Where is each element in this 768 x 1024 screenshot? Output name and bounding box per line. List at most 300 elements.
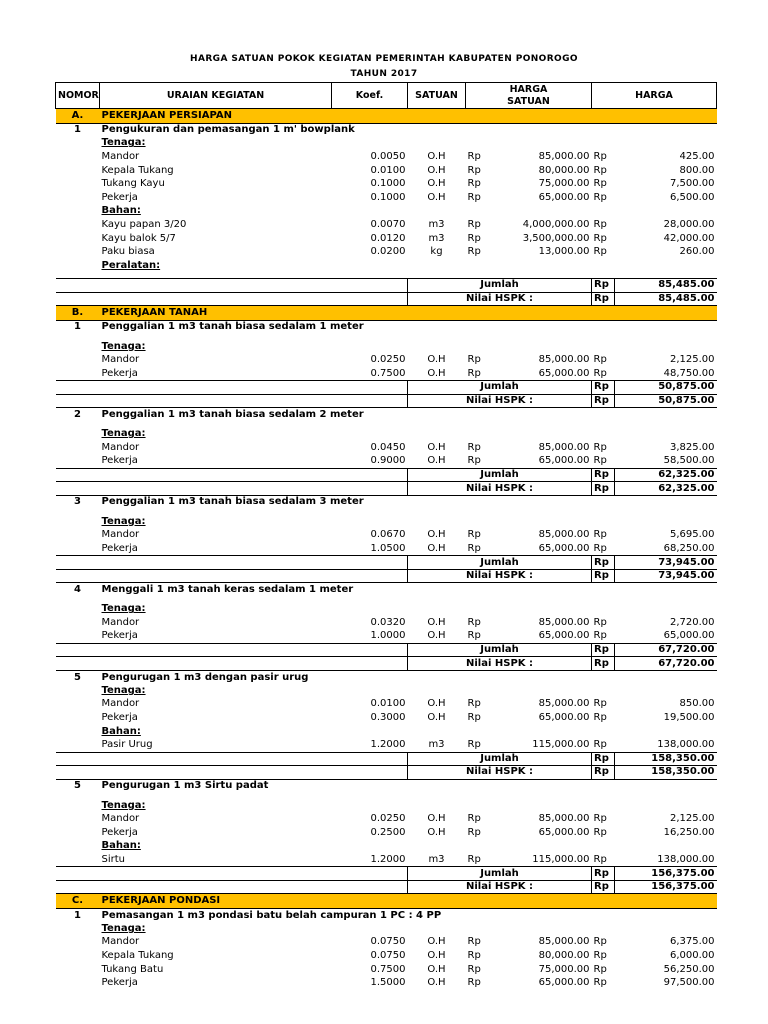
- empty-cell: [332, 259, 408, 273]
- row-harga: 425.00: [679, 150, 715, 162]
- jumlah-row: [56, 643, 717, 657]
- item-number: 3: [74, 496, 81, 508]
- header-harga-satuan-line2: SATUAN: [507, 95, 550, 107]
- item-title: Pemasangan 1 m3 pondasi batu belah campuran 1 PC : 4 PP: [101, 909, 442, 921]
- empty-cell: [332, 515, 408, 529]
- table-row: [56, 711, 717, 725]
- empty-cell: [56, 164, 100, 178]
- row-rp-label: Rp: [467, 738, 481, 750]
- empty-cell: [592, 603, 615, 617]
- row-harga: 138,000.00: [657, 738, 715, 750]
- jumlah-rp-label: Rp: [592, 381, 615, 395]
- empty-cell: [100, 569, 332, 583]
- row-harga: 42,000.00: [663, 232, 715, 244]
- row-name: Mandor: [101, 354, 140, 366]
- table-row: [56, 853, 717, 867]
- row-harga-satuan: 75,000.00: [538, 178, 590, 190]
- empty-cell: [56, 725, 100, 739]
- empty-cell: [332, 603, 408, 617]
- row-name: Pekerja: [101, 630, 138, 642]
- row-harga-satuan: 65,000.00: [538, 630, 590, 642]
- empty-cell: [408, 205, 466, 219]
- hspk-table: [55, 82, 717, 990]
- nilai-hspk-label: Nilai HSPK :: [408, 657, 592, 671]
- row-satuan: m3: [428, 853, 445, 865]
- empty-cell: [486, 515, 592, 529]
- empty-cell: [332, 922, 408, 936]
- jumlah-value: 50,875.00: [615, 381, 717, 395]
- row-name: Mandor: [101, 698, 140, 710]
- row-harga: 2,125.00: [669, 813, 715, 825]
- row-harga-satuan: 13,000.00: [538, 246, 590, 258]
- group-label-row: [56, 840, 717, 854]
- row-satuan: O.H: [427, 178, 446, 190]
- empty-cell: [592, 340, 615, 354]
- row-satuan: kg: [430, 246, 443, 258]
- row-name: Pekerja: [101, 542, 138, 554]
- empty-cell: [332, 394, 408, 408]
- table-row: [56, 218, 717, 232]
- empty-cell: [615, 725, 717, 739]
- nilai-hspk-row: [56, 394, 717, 408]
- empty-cell: [592, 515, 615, 529]
- row-harga: 6,000.00: [669, 950, 715, 962]
- header-koef: Koef.: [332, 83, 408, 109]
- row-koef: 0.0250: [370, 813, 406, 825]
- nilai-hspk-rp-label: Rp: [592, 292, 615, 306]
- nilai-hspk-rp-label: Rp: [592, 569, 615, 583]
- table-row: [56, 455, 717, 469]
- empty-cell: [486, 137, 592, 151]
- table-row: [56, 177, 717, 191]
- empty-cell: [56, 569, 100, 583]
- row-satuan: O.H: [427, 813, 446, 825]
- row-rp-label: Rp: [593, 698, 607, 710]
- row-satuan: O.H: [427, 698, 446, 710]
- row-harga-satuan: 85,000.00: [538, 616, 590, 628]
- row-name: Mandor: [101, 441, 140, 453]
- empty-cell: [408, 725, 466, 739]
- table-row: [56, 963, 717, 977]
- row-rp-label: Rp: [593, 950, 607, 962]
- empty-cell: [56, 232, 100, 246]
- row-rp-label: Rp: [593, 977, 607, 989]
- nilai-hspk-row: [56, 292, 717, 306]
- row-satuan: O.H: [427, 455, 446, 467]
- empty-cell: [56, 812, 100, 826]
- row-rp-label: Rp: [467, 246, 481, 258]
- section-code: A.: [56, 109, 100, 124]
- header-harga: HARGA: [592, 83, 717, 109]
- header-nomor: NOMOR: [56, 83, 100, 109]
- empty-cell: [615, 427, 717, 441]
- empty-cell: [592, 799, 615, 813]
- group-label-row: [56, 799, 717, 813]
- jumlah-label: Jumlah: [408, 752, 592, 766]
- empty-cell: [56, 840, 100, 854]
- row-harga: 2,720.00: [669, 616, 715, 628]
- table-row: [56, 232, 717, 246]
- table-row: [56, 630, 717, 644]
- empty-cell: [100, 643, 332, 657]
- section-title: PEKERJAAN PERSIAPAN: [100, 109, 717, 124]
- row-name: Pekerja: [101, 826, 138, 838]
- table-row: [56, 698, 717, 712]
- item-title: Penggalian 1 m3 tanah biasa sedalam 1 meter: [101, 321, 364, 333]
- empty-cell: [56, 177, 100, 191]
- row-name: Mandor: [101, 936, 140, 948]
- row-harga: 6,500.00: [669, 191, 715, 203]
- nilai-hspk-rp-label: Rp: [592, 482, 615, 496]
- empty-cell: [56, 738, 100, 752]
- group-label-row: [56, 427, 717, 441]
- row-harga-satuan: 65,000.00: [538, 826, 590, 838]
- row-harga-satuan: 85,000.00: [538, 936, 590, 948]
- row-harga: 260.00: [679, 246, 715, 258]
- nilai-hspk-label: Nilai HSPK :: [408, 394, 592, 408]
- empty-cell: [332, 381, 408, 395]
- empty-cell: [466, 137, 486, 151]
- row-harga-satuan: 115,000.00: [532, 853, 590, 865]
- empty-cell: [56, 880, 100, 894]
- empty-cell: [56, 191, 100, 205]
- empty-cell: [56, 353, 100, 367]
- row-name: Mandor: [101, 616, 140, 628]
- row-koef: 0.1000: [370, 178, 406, 190]
- row-koef: 0.0750: [370, 950, 406, 962]
- section-header-row: [56, 894, 717, 909]
- empty-cell: [56, 949, 100, 963]
- row-rp-label: Rp: [593, 354, 607, 366]
- jumlah-row: [56, 556, 717, 570]
- item-title: Penggalian 1 m3 tanah biasa sedalam 3 meter: [101, 496, 364, 508]
- empty-cell: [332, 725, 408, 739]
- row-rp-label: Rp: [467, 529, 481, 541]
- row-harga: 850.00: [679, 698, 715, 710]
- empty-cell: [408, 259, 466, 273]
- row-harga-satuan: 65,000.00: [538, 977, 590, 989]
- row-satuan: O.H: [427, 616, 446, 628]
- row-koef: 0.7500: [370, 367, 406, 379]
- empty-cell: [56, 556, 100, 570]
- group-label: Peralatan:: [101, 259, 161, 271]
- item-title: Penggalian 1 m3 tanah biasa sedalam 2 meter: [101, 408, 364, 420]
- empty-cell: [100, 556, 332, 570]
- jumlah-label: Jumlah: [408, 556, 592, 570]
- item-title-row: [56, 670, 717, 684]
- empty-cell: [408, 684, 466, 698]
- row-rp-label: Rp: [593, 246, 607, 258]
- empty-cell: [56, 468, 100, 482]
- empty-cell: [100, 468, 332, 482]
- row-koef: 0.0320: [370, 616, 406, 628]
- table-row: [56, 812, 717, 826]
- jumlah-rp-label: Rp: [592, 468, 615, 482]
- jumlah-row: [56, 279, 717, 293]
- empty-cell: [56, 292, 100, 306]
- row-koef: 0.0100: [370, 164, 406, 176]
- empty-cell: [332, 799, 408, 813]
- table-row: [56, 616, 717, 630]
- empty-cell: [332, 427, 408, 441]
- row-rp-label: Rp: [467, 853, 481, 865]
- row-rp-label: Rp: [593, 191, 607, 203]
- row-harga: 5,695.00: [669, 529, 715, 541]
- row-harga: 68,250.00: [663, 542, 715, 554]
- section-header-row: [56, 109, 717, 124]
- empty-cell: [466, 205, 486, 219]
- row-harga-satuan: 85,000.00: [538, 441, 590, 453]
- header-uraian: URAIAN KEGIATAN: [100, 83, 332, 109]
- empty-cell: [100, 752, 332, 766]
- row-rp-label: Rp: [593, 178, 607, 190]
- empty-cell: [56, 137, 100, 151]
- row-koef: 1.5000: [370, 977, 406, 989]
- row-name: Tukang Batu: [101, 963, 164, 975]
- row-rp-label: Rp: [593, 232, 607, 244]
- nilai-hspk-label: Nilai HSPK :: [408, 766, 592, 780]
- empty-cell: [592, 840, 615, 854]
- empty-cell: [56, 482, 100, 496]
- nilai-hspk-label: Nilai HSPK :: [408, 569, 592, 583]
- table-row: [56, 936, 717, 950]
- group-label: Tenaga:: [101, 137, 146, 149]
- row-rp-label: Rp: [467, 542, 481, 554]
- row-koef: 0.0750: [370, 936, 406, 948]
- row-koef: 0.3000: [370, 712, 406, 724]
- empty-cell: [332, 684, 408, 698]
- row-harga-satuan: 85,000.00: [538, 150, 590, 162]
- item-number: 2: [74, 408, 81, 420]
- row-harga-satuan: 65,000.00: [538, 367, 590, 379]
- empty-cell: [56, 381, 100, 395]
- jumlah-value: 156,375.00: [615, 867, 717, 881]
- row-rp-label: Rp: [593, 616, 607, 628]
- empty-cell: [56, 427, 100, 441]
- empty-cell: [100, 482, 332, 496]
- group-label: Bahan:: [101, 205, 141, 217]
- empty-cell: [56, 218, 100, 232]
- item-title-row: [56, 320, 717, 334]
- nilai-hspk-rp-label: Rp: [592, 657, 615, 671]
- jumlah-row: [56, 381, 717, 395]
- row-harga: 7,500.00: [669, 178, 715, 190]
- row-harga: 19,500.00: [663, 712, 715, 724]
- item-title-row: [56, 495, 717, 509]
- row-harga: 6,375.00: [669, 936, 715, 948]
- empty-cell: [615, 205, 717, 219]
- empty-cell: [466, 427, 486, 441]
- row-rp-label: Rp: [593, 826, 607, 838]
- empty-cell: [56, 752, 100, 766]
- row-name: Pasir Urug: [101, 738, 153, 750]
- row-harga: 65,000.00: [663, 630, 715, 642]
- empty-cell: [332, 340, 408, 354]
- empty-cell: [615, 799, 717, 813]
- row-rp-label: Rp: [467, 977, 481, 989]
- jumlah-row: [56, 752, 717, 766]
- row-koef: 1.0500: [370, 542, 406, 554]
- row-rp-label: Rp: [593, 936, 607, 948]
- row-harga: 28,000.00: [663, 218, 715, 230]
- row-harga: 800.00: [679, 164, 715, 176]
- table-row: [56, 164, 717, 178]
- empty-cell: [592, 427, 615, 441]
- row-name: Pekerja: [101, 712, 138, 724]
- table-row: [56, 976, 717, 990]
- table-row: [56, 949, 717, 963]
- row-koef: 0.1000: [370, 191, 406, 203]
- empty-cell: [408, 515, 466, 529]
- row-harga: 3,825.00: [669, 441, 715, 453]
- row-harga-satuan: 75,000.00: [538, 963, 590, 975]
- row-rp-label: Rp: [467, 963, 481, 975]
- row-rp-label: Rp: [593, 738, 607, 750]
- empty-cell: [466, 515, 486, 529]
- group-label: Bahan:: [101, 840, 141, 852]
- row-rp-label: Rp: [593, 441, 607, 453]
- table-header-row: [56, 83, 717, 109]
- row-rp-label: Rp: [467, 712, 481, 724]
- row-harga-satuan: 65,000.00: [538, 455, 590, 467]
- item-title: Pengukuran dan pemasangan 1 m' bowplank: [101, 124, 355, 136]
- empty-cell: [486, 725, 592, 739]
- empty-cell: [615, 603, 717, 617]
- empty-cell: [100, 867, 332, 881]
- item-number: 5: [74, 780, 81, 792]
- empty-cell: [615, 840, 717, 854]
- jumlah-rp-label: Rp: [592, 279, 615, 293]
- empty-cell: [466, 684, 486, 698]
- group-label: Tenaga:: [101, 922, 146, 934]
- empty-cell: [332, 137, 408, 151]
- table-row: [56, 826, 717, 840]
- row-rp-label: Rp: [467, 455, 481, 467]
- row-name: Pekerja: [101, 977, 138, 989]
- jumlah-label: Jumlah: [408, 643, 592, 657]
- empty-cell: [408, 922, 466, 936]
- row-rp-label: Rp: [593, 455, 607, 467]
- row-harga: 2,125.00: [669, 354, 715, 366]
- empty-cell: [486, 427, 592, 441]
- document-title: HARGA SATUAN POKOK KEGIATAN PEMERINTAH KABUPATEN PONOROGO: [190, 54, 578, 64]
- item-number: 1: [74, 321, 81, 333]
- empty-cell: [615, 137, 717, 151]
- empty-cell: [486, 259, 592, 273]
- table-row: [56, 529, 717, 543]
- nilai-hspk-label: Nilai HSPK :: [408, 880, 592, 894]
- empty-cell: [56, 616, 100, 630]
- row-harga-satuan: 65,000.00: [538, 542, 590, 554]
- empty-cell: [486, 684, 592, 698]
- empty-cell: [56, 826, 100, 840]
- row-satuan: O.H: [427, 826, 446, 838]
- row-rp-label: Rp: [467, 950, 481, 962]
- group-label-row: [56, 603, 717, 617]
- item-title: Pengurugan 1 m3 Sirtu padat: [101, 780, 269, 792]
- table-row: [56, 353, 717, 367]
- empty-cell: [56, 603, 100, 617]
- nilai-hspk-rp-label: Rp: [592, 394, 615, 408]
- empty-cell: [486, 840, 592, 854]
- empty-cell: [408, 840, 466, 854]
- empty-cell: [486, 603, 592, 617]
- empty-cell: [56, 259, 100, 273]
- empty-cell: [56, 441, 100, 455]
- group-label-row: [56, 684, 717, 698]
- row-harga-satuan: 3,500,000.00: [522, 232, 590, 244]
- row-satuan: O.H: [427, 712, 446, 724]
- item-title-row: [56, 583, 717, 597]
- empty-cell: [56, 922, 100, 936]
- row-name: Kayu balok 5/7: [101, 232, 176, 244]
- item-title-row: [56, 123, 717, 137]
- nilai-hspk-value: 158,350.00: [615, 766, 717, 780]
- nilai-hspk-value: 62,325.00: [615, 482, 717, 496]
- item-number: 1: [74, 124, 81, 136]
- row-satuan: O.H: [427, 441, 446, 453]
- row-koef: 1.2000: [370, 853, 406, 865]
- nilai-hspk-row: [56, 569, 717, 583]
- row-satuan: m3: [428, 738, 445, 750]
- row-rp-label: Rp: [467, 354, 481, 366]
- empty-cell: [466, 603, 486, 617]
- empty-cell: [592, 137, 615, 151]
- jumlah-rp-label: Rp: [592, 556, 615, 570]
- jumlah-rp-label: Rp: [592, 867, 615, 881]
- empty-cell: [56, 936, 100, 950]
- jumlah-label: Jumlah: [408, 867, 592, 881]
- row-satuan: O.H: [427, 936, 446, 948]
- group-label: Tenaga:: [101, 799, 146, 811]
- row-name: Tukang Kayu: [101, 178, 165, 190]
- empty-cell: [56, 799, 100, 813]
- row-satuan: O.H: [427, 529, 446, 541]
- row-rp-label: Rp: [467, 367, 481, 379]
- empty-cell: [56, 455, 100, 469]
- section-code: B.: [56, 306, 100, 321]
- empty-cell: [615, 340, 717, 354]
- nilai-hspk-value: 73,945.00: [615, 569, 717, 583]
- empty-cell: [486, 340, 592, 354]
- empty-cell: [332, 840, 408, 854]
- row-harga: 48,750.00: [663, 367, 715, 379]
- empty-cell: [408, 603, 466, 617]
- row-rp-label: Rp: [467, 164, 481, 176]
- empty-cell: [100, 394, 332, 408]
- jumlah-label: Jumlah: [408, 279, 592, 293]
- row-name: Mandor: [101, 529, 140, 541]
- row-harga-satuan: 80,000.00: [538, 164, 590, 176]
- empty-cell: [592, 205, 615, 219]
- nilai-hspk-value: 85,485.00: [615, 292, 717, 306]
- item-number: 1: [74, 909, 81, 921]
- empty-cell: [332, 766, 408, 780]
- empty-cell: [56, 394, 100, 408]
- row-rp-label: Rp: [593, 150, 607, 162]
- row-name: Kayu papan 3/20: [101, 218, 187, 230]
- row-harga: 16,250.00: [663, 826, 715, 838]
- empty-cell: [332, 468, 408, 482]
- row-name: Mandor: [101, 813, 140, 825]
- group-label: Tenaga:: [101, 428, 146, 440]
- group-label: Bahan:: [101, 725, 141, 737]
- empty-cell: [592, 725, 615, 739]
- row-koef: 0.0120: [370, 232, 406, 244]
- empty-cell: [592, 259, 615, 273]
- empty-cell: [56, 867, 100, 881]
- empty-cell: [408, 799, 466, 813]
